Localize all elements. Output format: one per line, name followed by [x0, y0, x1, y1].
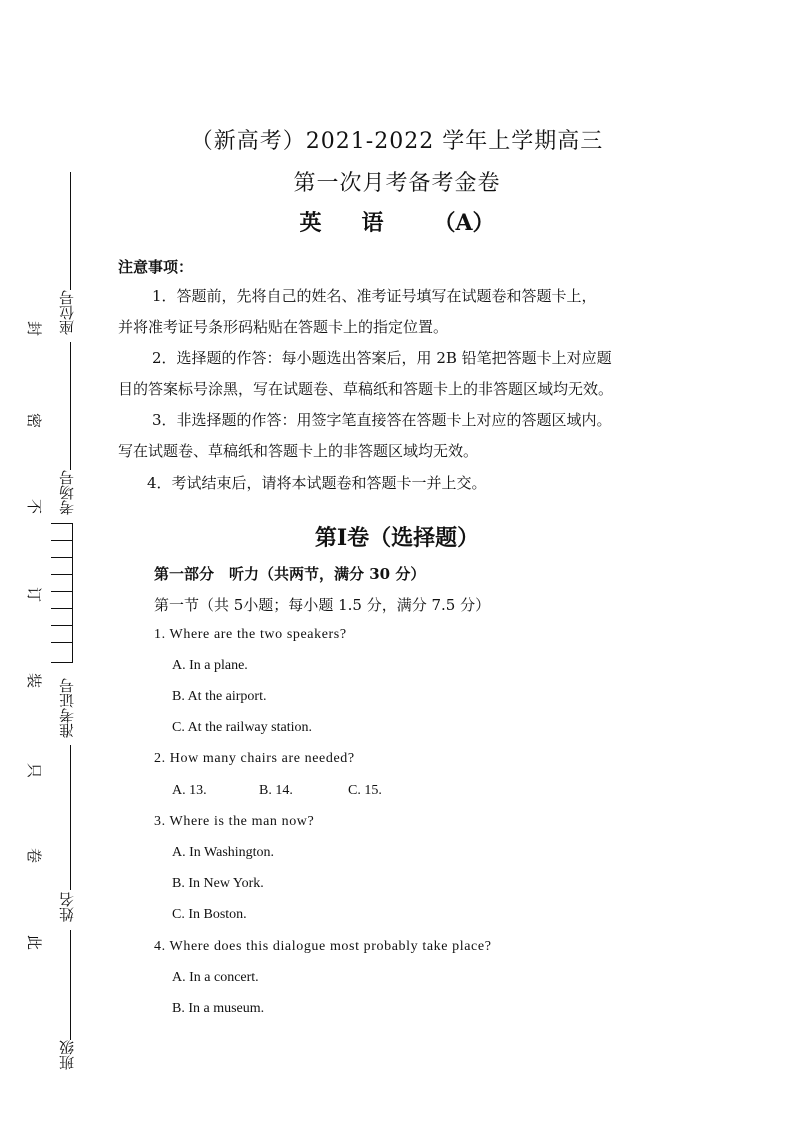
question-1: 1. Where are the two speakers? — [154, 627, 347, 642]
exam-title: （新高考）2021-2022 学年上学期高三 — [190, 129, 604, 154]
subject-char-2: 语 — [361, 210, 384, 236]
note-1a: 1．答题前，先将自己的姓名、准考证号填写在试题卷和答题卡上， — [152, 287, 597, 305]
question-3: 3. Where is the man now? — [154, 814, 315, 829]
ticket-number-label: 准考证号 — [58, 678, 76, 738]
option-3a: A. In Washington. — [172, 845, 275, 860]
note-3b: 写在试题卷、草稿纸和答题卡上的非答题区域均无效。 — [118, 442, 479, 460]
question-4: 4. Where does this dialogue most probably take place? — [154, 939, 492, 954]
option-1c: C. At the railway station. — [172, 720, 312, 735]
seat-number-label: 座位号 — [58, 290, 76, 335]
seal-char: 不 — [25, 498, 44, 515]
subject-char-1: 英 — [299, 210, 322, 236]
subject-title — [0, 206, 794, 237]
seal-char: 卷 — [25, 847, 44, 864]
seal-char: 只 — [25, 762, 44, 779]
class-label: 班级 — [58, 1040, 76, 1070]
exam-subtitle: 第一次月考备考金卷 — [293, 171, 501, 196]
option-3b: B. In New York. — [172, 876, 264, 891]
note-1b: 并将准考证号条形码粘贴在答题卡上的指定位置。 — [118, 318, 449, 336]
option-4a: A. In a concert. — [172, 970, 259, 985]
option-2b: B. 14. — [259, 783, 293, 798]
seal-char: 装 — [25, 672, 44, 689]
binding-line — [70, 342, 71, 470]
option-4b: B. In a museum. — [172, 1001, 265, 1016]
seal-char: 封 — [25, 320, 44, 337]
option-2a: A. 13. — [172, 783, 207, 798]
seal-char: 此 — [25, 934, 44, 951]
part-heading: 第一部分 听力（共两节，满分 30 分） — [154, 565, 426, 583]
option-3c: C. In Boston. — [172, 907, 247, 922]
section-title: 第Ⅰ卷（选择题） — [314, 525, 480, 551]
note-2b: 目的答案标号涂黑，写在试题卷、草稿纸和答题卡上的非答题区域均无效。 — [118, 380, 614, 398]
seal-char: 密 — [25, 412, 44, 429]
name-label: 姓名 — [58, 892, 76, 922]
option-1b: B. At the airport. — [172, 689, 267, 704]
binding-line — [70, 930, 71, 1040]
note-2a: 2．选择题的作答：每小题选出答案后，用 2B 铅笔把答题卡上对应题 — [152, 349, 612, 367]
notes-heading: 注意事项： — [118, 258, 194, 276]
note-4: 4．考试结束后，请将本试题卷和答题卡一并上交。 — [147, 474, 487, 492]
variant-label: （A） — [433, 210, 495, 236]
seal-char: 订 — [25, 586, 44, 603]
subsection-heading: 第一节（共 5小题；每小题 1.5 分，满分 7.5 分） — [154, 596, 491, 614]
note-3a: 3．非选择题的作答：用签字笔直接答在答题卡上对应的答题区域内。 — [152, 411, 612, 429]
question-2: 2. How many chairs are needed? — [154, 751, 355, 766]
option-2c: C. 15. — [348, 783, 382, 798]
exam-room-label: 考场号 — [58, 470, 76, 515]
binding-line — [70, 745, 71, 890]
option-1a: A. In a plane. — [172, 658, 248, 673]
